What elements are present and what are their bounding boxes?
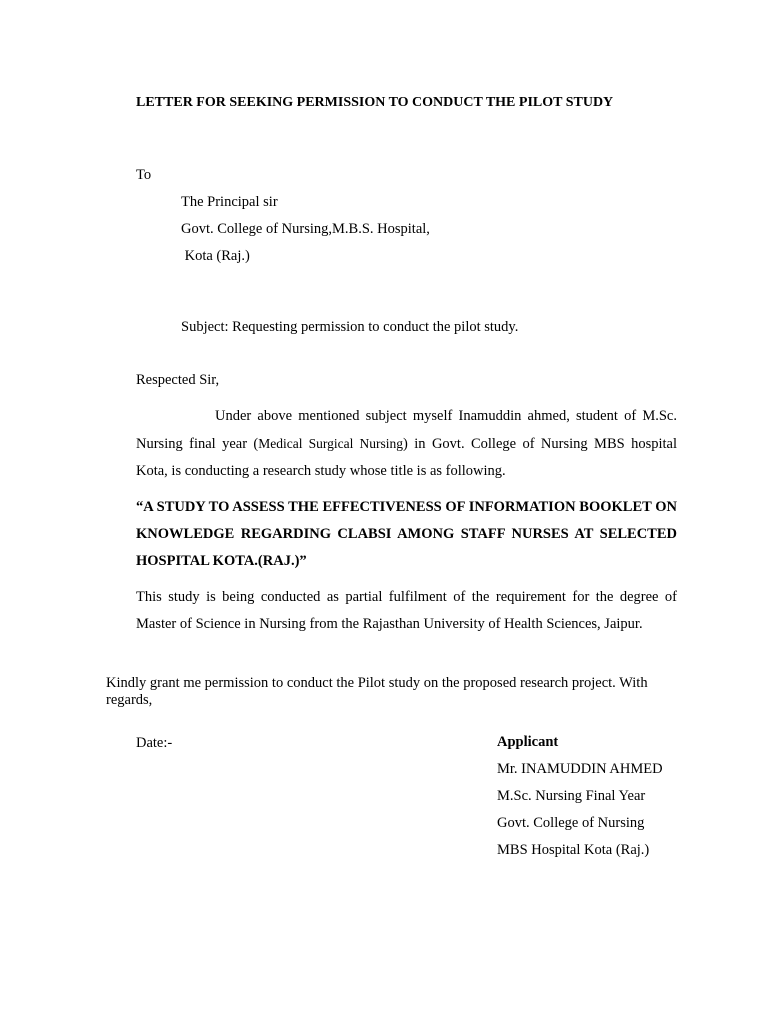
body-paragraph-intro: [136, 403, 677, 485]
specialty-text: Medical Surgical Nursing: [258, 436, 404, 451]
body-paragraph-request: Kindly grant me permission to conduct the Pilot study on the proposed research project. With regards,: [106, 675, 648, 708]
address-line-institution: Govt. College of Nursing,M.B.S. Hospital,: [181, 221, 430, 237]
signature-name: Mr. INAMUDDIN AHMED: [497, 761, 663, 777]
date-label: Date:-: [136, 735, 173, 751]
letter-title: LETTER FOR SEEKING PERMISSION TO CONDUCT THE PILOT STUDY: [136, 95, 614, 110]
signature-block: [497, 729, 663, 864]
address-line-city: Kota (Raj.): [181, 248, 250, 264]
study-title: “A STUDY TO ASSESS THE EFFECTIVENESS OF INFORMATION BOOKLET ON KNOWLEDGE REGARDING CLABSI AMONG STAFF NURSES AT SELECTED HOSPITAL KOTA.(RAJ.)”: [136, 499, 677, 569]
to-label: To: [136, 167, 152, 183]
address-line-recipient: The Principal sir: [181, 194, 278, 210]
subject-line: Subject: Requesting permission to conduct the pilot study.: [181, 319, 519, 335]
signature-course: M.Sc. Nursing Final Year: [497, 788, 646, 804]
body-paragraph-degree: This study is being conducted as partial fulfilment of the requirement for the degree of Master of Science in Nursing from the Rajasthan University of Health Sciences, Jaipur.: [136, 589, 677, 632]
intro-text-after: ) in Govt. College of Nursing MBS hospital Kota, is conducting a research study whose title is as following.: [136, 436, 677, 479]
intro-text-before: Under above mentioned subject myself Inamuddin ahmed, student of M.Sc. Nursing final year (: [136, 408, 677, 452]
signature-college: Govt. College of Nursing: [497, 815, 645, 831]
signature-heading: Applicant: [497, 734, 559, 750]
signature-place: MBS Hospital Kota (Raj.): [497, 842, 650, 858]
salutation: Respected Sir,: [136, 372, 220, 388]
